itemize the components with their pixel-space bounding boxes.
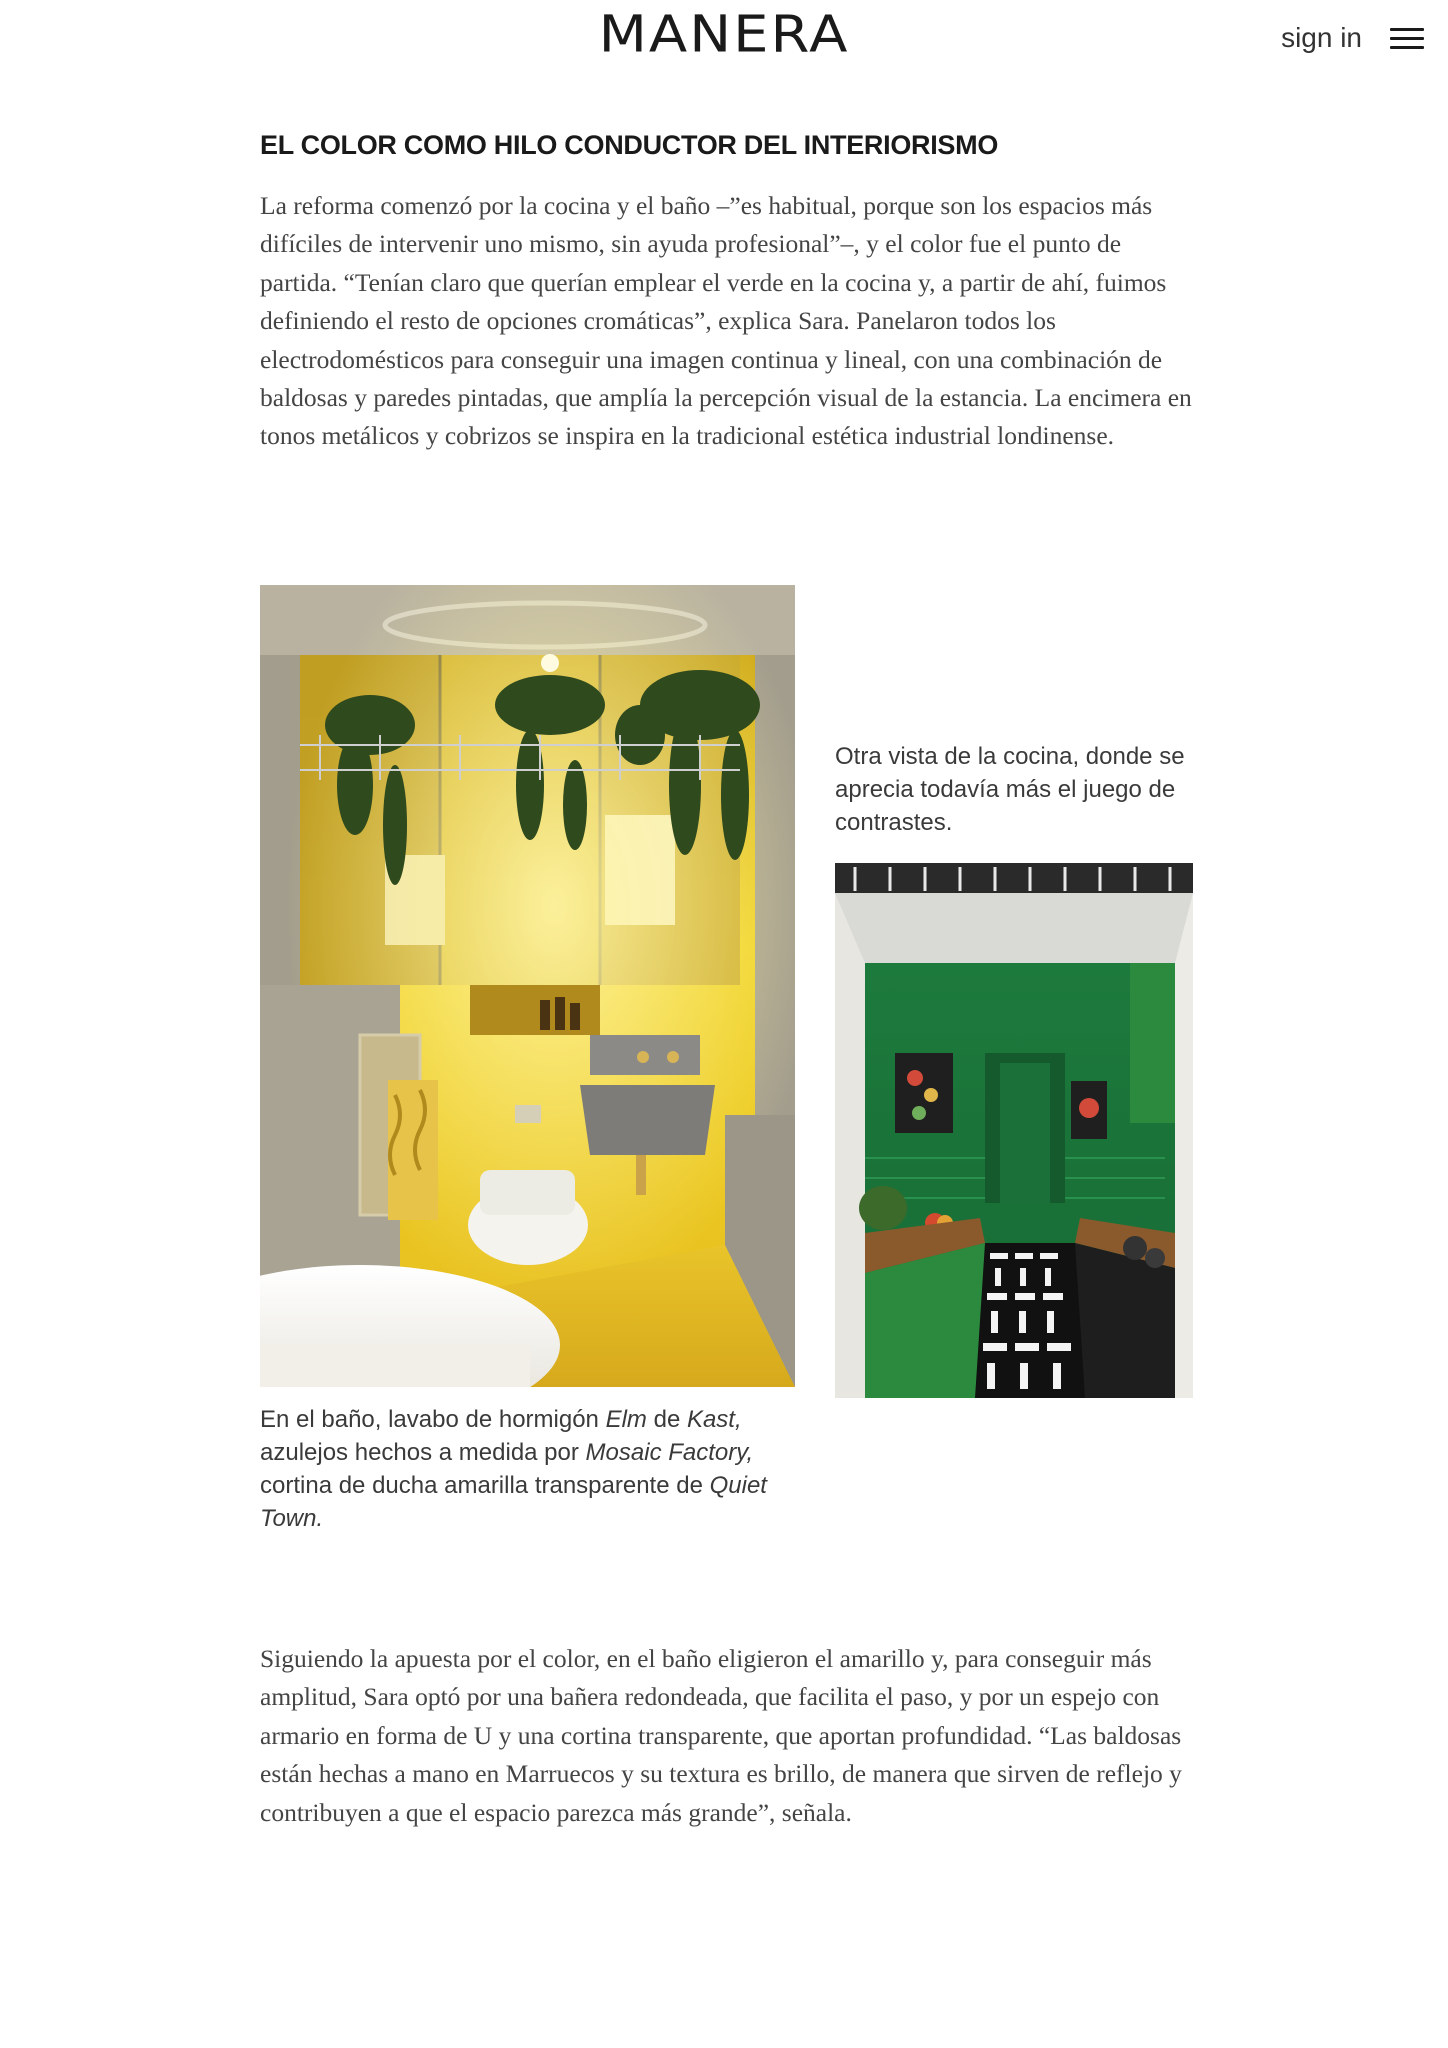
sign-in-link[interactable]: sign in	[1281, 22, 1362, 53]
menu-line	[1390, 28, 1424, 31]
bathroom-illustration	[260, 585, 795, 1387]
caption-brand-name: Kast,	[686, 1406, 742, 1433]
caption-text: de	[646, 1406, 687, 1433]
menu-line	[1390, 37, 1424, 40]
section-heading: EL COLOR COMO HILO CONDUCTOR DEL INTERIORISMO	[260, 130, 999, 160]
bathroom-photo	[260, 585, 795, 1387]
site-logo[interactable]: MANERA	[598, 5, 850, 64]
kitchen-illustration	[835, 863, 1193, 1398]
caption-brand-name: Mosaic Factory,	[585, 1439, 754, 1466]
article-paragraph: La reforma comenzó por la cocina y el baño –”es habitual, porque son los espacios más difíciles de intervenir uno mismo, sin ayuda profesional”–, y el color fue el punto de partida. “Tenían claro que querían emplear el verde en la cocina y, a partir de ahí, fuimos definiendo el resto de opciones cromáticas”, explica Sara. Panelaron todos los electrodomésticos para conseguir una imagen continua y lineal, con una combinación de baldosas y paredes pintadas, que amplía la percepción visual de la estancia. La encimera en tonos metálicos y cobrizos se inspira en la tradicional estética industrial londinense.	[260, 191, 1192, 451]
caption-brand-name: Quiet Town.	[260, 1472, 767, 1532]
caption-text: cortina de ducha amarilla transparente de	[260, 1472, 710, 1499]
article-paragraph: Siguiendo la apuesta por el color, en el baño eligieron el amarillo y, para conseguir más amplitud, Sara optó por una bañera redondeada, que facilita el paso, y por un espejo con armario en forma de U y una cortina transparente, que aportan profundidad. “Las baldosas están hechas a mano en Marruecos y su textura es brillo, de manera que sirven de reflejo y contribuyen a que el espacio parezca más grande”, señala.	[260, 1644, 1182, 1827]
kitchen-photo	[835, 863, 1193, 1398]
bathroom-photo-caption	[260, 1403, 820, 1535]
caption-text: azulejos hechos a medida por	[260, 1439, 586, 1466]
menu-line	[1390, 46, 1424, 49]
hamburger-menu-icon[interactable]	[1390, 26, 1424, 52]
caption-text: En el baño, lavabo de hormigón	[260, 1406, 606, 1433]
site-header	[0, 0, 1448, 80]
kitchen-photo-caption: Otra vista de la cocina, donde se aprecia todavía más el juego de contrastes.	[835, 743, 1185, 836]
caption-product-name: Elm	[605, 1406, 647, 1433]
